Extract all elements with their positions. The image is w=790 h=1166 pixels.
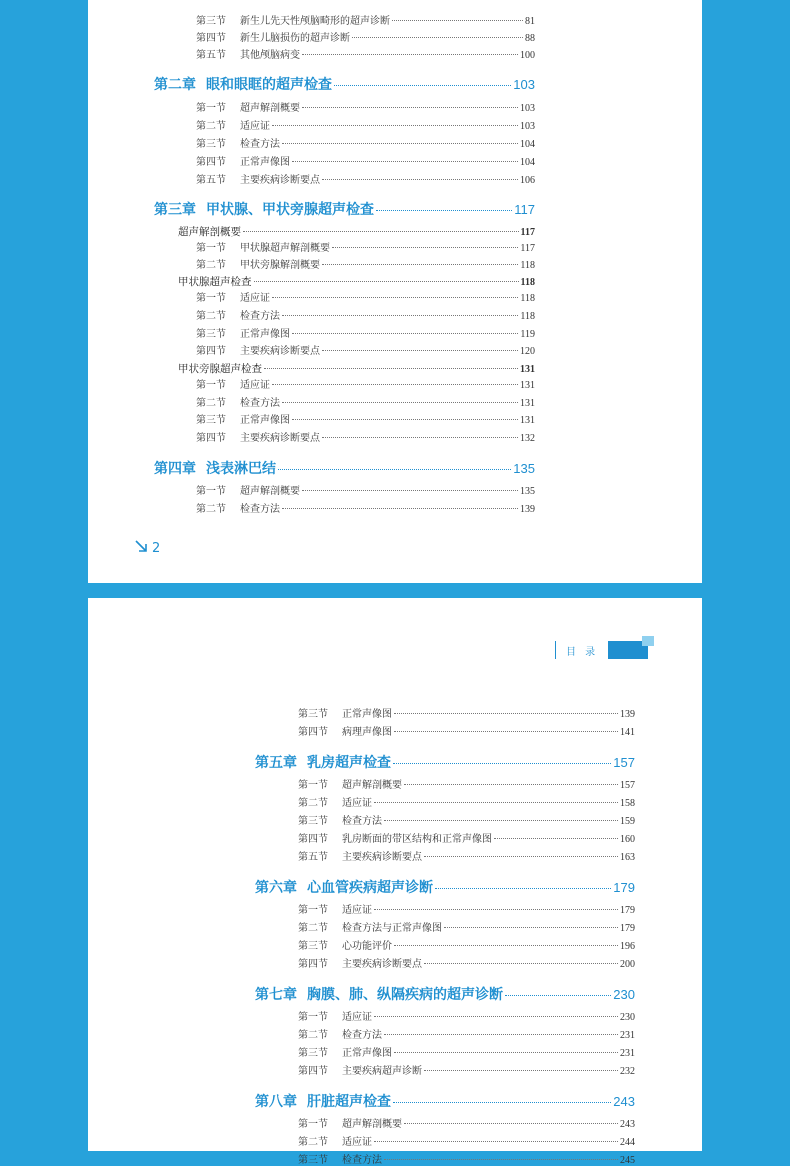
chapter-title: 胸膜、肺、纵隔疾病的超声诊断 [307,987,503,1003]
page-ref: 160 [620,834,635,845]
section-number: 第一节 [298,780,328,791]
dot-leader [292,333,518,334]
dot-leader [282,508,518,509]
section-entry[interactable] [196,29,535,44]
section-number: 第一节 [298,905,328,916]
page-ref: 243 [620,1119,635,1130]
section-title: 主要疾病诊断要点 [240,433,320,444]
section-number: 第二节 [196,504,226,515]
page-ref: 106 [520,175,535,186]
page-ref: 103 [520,103,535,114]
page-ref: 135 [520,486,535,497]
section-title: 主要疾病诊断要点 [342,852,422,863]
dot-leader [282,402,518,403]
section-title: 主要疾病诊断要点 [240,175,320,186]
dot-leader [392,20,523,21]
page-ref: 244 [620,1137,635,1148]
section-entry[interactable] [196,394,535,409]
dot-leader [334,85,511,86]
section-title: 检查方法与正常声像图 [342,923,442,934]
section-entry[interactable] [298,1026,635,1041]
page-ref: 100 [520,50,535,61]
section-number: 第一节 [196,380,226,391]
section-entry[interactable] [196,289,535,304]
section-title: 正常声像图 [240,329,290,340]
dot-leader [322,179,518,180]
chapter-number: 第六章 [255,880,297,896]
section-entry[interactable] [298,794,635,809]
page-ref: 231 [620,1030,635,1041]
dot-leader [278,469,511,470]
page-ref: 118 [520,293,535,304]
chapter-entry[interactable] [255,984,635,1004]
chapter-title: 浅表淋巴结 [206,461,276,477]
dot-leader [384,1159,618,1160]
section-number: 第一节 [196,243,226,254]
dot-leader [322,264,518,265]
chapter-entry[interactable] [255,1091,635,1111]
page-ref: 88 [525,33,535,44]
section-number: 第三节 [196,16,226,27]
page-ref: 157 [613,755,635,770]
section-title: 主要疾病超声诊断 [342,1066,422,1077]
page-ref: 131 [520,415,535,426]
subheading-title: 甲状旁腺超声检查 [178,363,262,375]
section-number: 第四节 [196,346,226,357]
section-number: 第二节 [298,1030,328,1041]
section-title: 检查方法 [342,1030,382,1041]
section-entry[interactable] [196,256,535,271]
dot-leader [494,838,618,839]
section-number: 第一节 [196,103,226,114]
dot-leader [302,490,518,491]
dot-leader [322,437,518,438]
section-entry[interactable] [196,342,535,357]
section-entry[interactable] [298,812,635,827]
page-ref: 81 [525,16,535,27]
dot-leader [394,731,618,732]
section-entry[interactable] [298,937,635,952]
dot-leader [384,1034,618,1035]
subheading-entry[interactable] [178,224,535,239]
chapter-title: 肝脏超声检查 [307,1094,391,1110]
chapter-number: 第三章 [154,202,196,218]
dot-leader [394,713,618,714]
page-ref: 245 [620,1155,635,1166]
section-number: 第四节 [298,727,328,738]
page-ref: 117 [520,243,535,254]
page-ref: 179 [620,923,635,934]
dot-leader [384,820,618,821]
section-number: 第二节 [196,398,226,409]
page-ref: 131 [520,364,535,375]
section-entry[interactable] [298,776,635,791]
dot-leader [374,1016,618,1017]
page-ref: 232 [620,1066,635,1077]
dot-leader [302,54,518,55]
page-ref: 179 [620,905,635,916]
section-title: 检查方法 [342,1155,382,1166]
page-ref: 163 [620,852,635,863]
dot-leader [393,763,611,764]
dot-leader [243,231,519,232]
section-number: 第三节 [298,1048,328,1059]
section-entry[interactable] [196,307,535,322]
section-title: 检查方法 [342,816,382,827]
chapter-title: 心血管疾病超声诊断 [307,880,433,896]
dot-leader [444,927,618,928]
page-ref: 104 [520,139,535,150]
section-title: 甲状旁腺解剖概要 [240,260,320,271]
dot-leader [435,888,611,889]
page-ref: 117 [520,227,535,238]
section-entry[interactable] [298,955,635,970]
section-entry[interactable] [298,901,635,916]
page-ref: 131 [520,380,535,391]
dot-leader [272,297,518,298]
dot-leader [394,1052,618,1053]
section-number: 第五节 [196,175,226,186]
section-number: 第四节 [196,433,226,444]
subheading-title: 甲状腺超声检查 [178,276,252,288]
subheading-entry[interactable] [178,274,535,289]
section-entry[interactable] [196,117,535,132]
section-entry[interactable] [196,135,535,150]
chapter-number: 第四章 [154,461,196,477]
section-title: 检查方法 [240,504,280,515]
page-ref: 103 [520,121,535,132]
section-title: 其他颅脑病变 [240,50,300,61]
section-entry[interactable] [196,500,535,515]
toc-page-right [88,598,702,1166]
dot-leader [424,856,618,857]
chapter-number: 第五章 [255,755,297,771]
section-number: 第四节 [298,834,328,845]
chapter-number: 第八章 [255,1094,297,1110]
section-number: 第三节 [196,329,226,340]
section-entry[interactable] [196,325,535,340]
section-number: 第四节 [298,1066,328,1077]
dot-leader [254,281,519,282]
section-number: 第四节 [298,959,328,970]
section-entry[interactable] [196,411,535,426]
section-title: 甲状腺超声解剖概要 [240,243,330,254]
dot-leader [272,384,518,385]
section-title: 适应证 [240,380,270,391]
section-entry[interactable] [196,239,535,254]
header-label: 目 录 [566,646,599,658]
dot-leader [394,945,618,946]
section-title: 正常声像图 [342,1048,392,1059]
page-ref: 135 [513,461,535,476]
page-number: 2 [152,540,161,556]
dot-leader [376,210,512,211]
section-entry[interactable] [196,429,535,444]
section-entry[interactable] [298,830,635,845]
section-entry[interactable] [298,848,635,863]
section-title: 超声解剖概要 [342,1119,402,1130]
subheading-entry[interactable] [178,361,535,376]
page-ref: 103 [513,77,535,92]
section-entry[interactable] [298,705,635,720]
section-number: 第三节 [298,941,328,952]
page-ref: 139 [620,709,635,720]
dot-leader [282,143,518,144]
page-ref: 118 [520,311,535,322]
section-number: 第五节 [196,50,226,61]
page-ref: 120 [520,346,535,357]
chapter-number: 第七章 [255,987,297,1003]
section-entry[interactable] [196,171,535,186]
page-ref: 104 [520,157,535,168]
dot-leader [332,247,518,248]
section-title: 超声解剖概要 [240,103,300,114]
section-entry[interactable] [196,46,535,61]
chapter-title: 眼和眼眶的超声检查 [206,77,332,93]
section-entry[interactable] [196,376,535,391]
section-title: 新生儿先天性颅脑畸形的超声诊断 [240,16,390,27]
section-title: 检查方法 [240,139,280,150]
page-ref: 139 [520,504,535,515]
section-entry[interactable] [196,482,535,497]
section-title: 正常声像图 [240,157,290,168]
dot-leader [302,107,518,108]
section-entry[interactable] [196,153,535,168]
page-ref: 118 [520,260,535,271]
chapter-entry[interactable] [154,74,535,94]
dot-leader [292,161,518,162]
dot-leader [352,37,523,38]
section-number: 第一节 [196,486,226,497]
dot-leader [282,315,518,316]
section-title: 正常声像图 [240,415,290,426]
toc-page-left [88,0,702,583]
section-entry[interactable] [298,1115,635,1130]
page-ref: 117 [514,202,535,217]
section-number: 第二节 [196,311,226,322]
section-title: 超声解剖概要 [240,486,300,497]
dot-leader [272,125,518,126]
dot-leader [374,802,618,803]
dot-leader [505,995,611,996]
page-ref: 159 [620,816,635,827]
section-title: 新生儿脑损伤的超声诊断 [240,33,350,44]
section-title: 乳房断面的带区结构和正常声像图 [342,834,492,845]
section-entry[interactable] [196,12,535,27]
section-number: 第三节 [298,816,328,827]
section-title: 适应证 [342,1012,372,1023]
page-ref: 157 [620,780,635,791]
page-ref: 230 [613,987,635,1002]
section-entry[interactable] [298,1008,635,1023]
chapter-entry[interactable] [154,199,535,219]
section-number: 第一节 [298,1119,328,1130]
page-ref: 230 [620,1012,635,1023]
section-number: 第二节 [196,260,226,271]
section-number: 第四节 [196,157,226,168]
subheading-title: 超声解剖概要 [178,226,241,238]
section-number: 第三节 [298,1155,328,1166]
section-entry[interactable] [298,1044,635,1059]
section-entry[interactable] [298,1151,635,1166]
section-number: 第五节 [298,852,328,863]
page-ref: 179 [613,880,635,895]
header-corner-block [642,636,654,646]
chapter-entry[interactable] [255,752,635,772]
dot-leader [374,1141,618,1142]
section-entry[interactable] [298,723,635,738]
section-entry[interactable] [196,99,535,114]
chapter-number: 第二章 [154,77,196,93]
section-title: 适应证 [240,293,270,304]
section-number: 第三节 [298,709,328,720]
section-title: 检查方法 [240,311,280,322]
arrow-down-right-icon [134,539,148,557]
chapter-entry[interactable] [154,458,535,478]
page-ref: 200 [620,959,635,970]
section-title: 适应证 [342,798,372,809]
chapter-title: 乳房超声检查 [307,755,391,771]
dot-leader [292,419,518,420]
section-number: 第一节 [196,293,226,304]
page-ref: 231 [620,1048,635,1059]
section-title: 正常声像图 [342,709,392,720]
page-ref: 131 [520,398,535,409]
section-title: 主要疾病诊断要点 [342,959,422,970]
dot-leader [424,963,618,964]
section-number: 第二节 [196,121,226,132]
section-number: 第二节 [298,923,328,934]
section-title: 病理声像图 [342,727,392,738]
header-color-block [608,641,648,659]
section-number: 第二节 [298,1137,328,1148]
page-ref: 141 [620,727,635,738]
page-ref: 132 [520,433,535,444]
section-title: 适应证 [240,121,270,132]
section-title: 适应证 [342,1137,372,1148]
section-number: 第三节 [196,415,226,426]
chapter-entry[interactable] [255,877,635,897]
section-number: 第三节 [196,139,226,150]
section-title: 主要疾病诊断要点 [240,346,320,357]
page-ref: 196 [620,941,635,952]
section-title: 检查方法 [240,398,280,409]
section-entry[interactable] [298,1133,635,1148]
section-number: 第四节 [196,33,226,44]
section-number: 第一节 [298,1012,328,1023]
section-number: 第二节 [298,798,328,809]
section-title: 超声解剖概要 [342,780,402,791]
dot-leader [393,1102,611,1103]
section-entry[interactable] [298,1062,635,1077]
page-ref: 158 [620,798,635,809]
dot-leader [404,1123,618,1124]
dot-leader [322,350,518,351]
section-title: 心功能评价 [342,941,392,952]
dot-leader [374,909,618,910]
running-header [555,638,648,662]
page-folio [134,539,160,557]
page-ref: 119 [520,329,535,340]
section-entry[interactable] [298,919,635,934]
dot-leader [424,1070,618,1071]
dot-leader [404,784,618,785]
chapter-title: 甲状腺、甲状旁腺超声检查 [206,202,374,218]
page-ref: 118 [520,277,535,288]
page-ref: 243 [613,1094,635,1109]
section-title: 适应证 [342,905,372,916]
dot-leader [264,368,518,369]
